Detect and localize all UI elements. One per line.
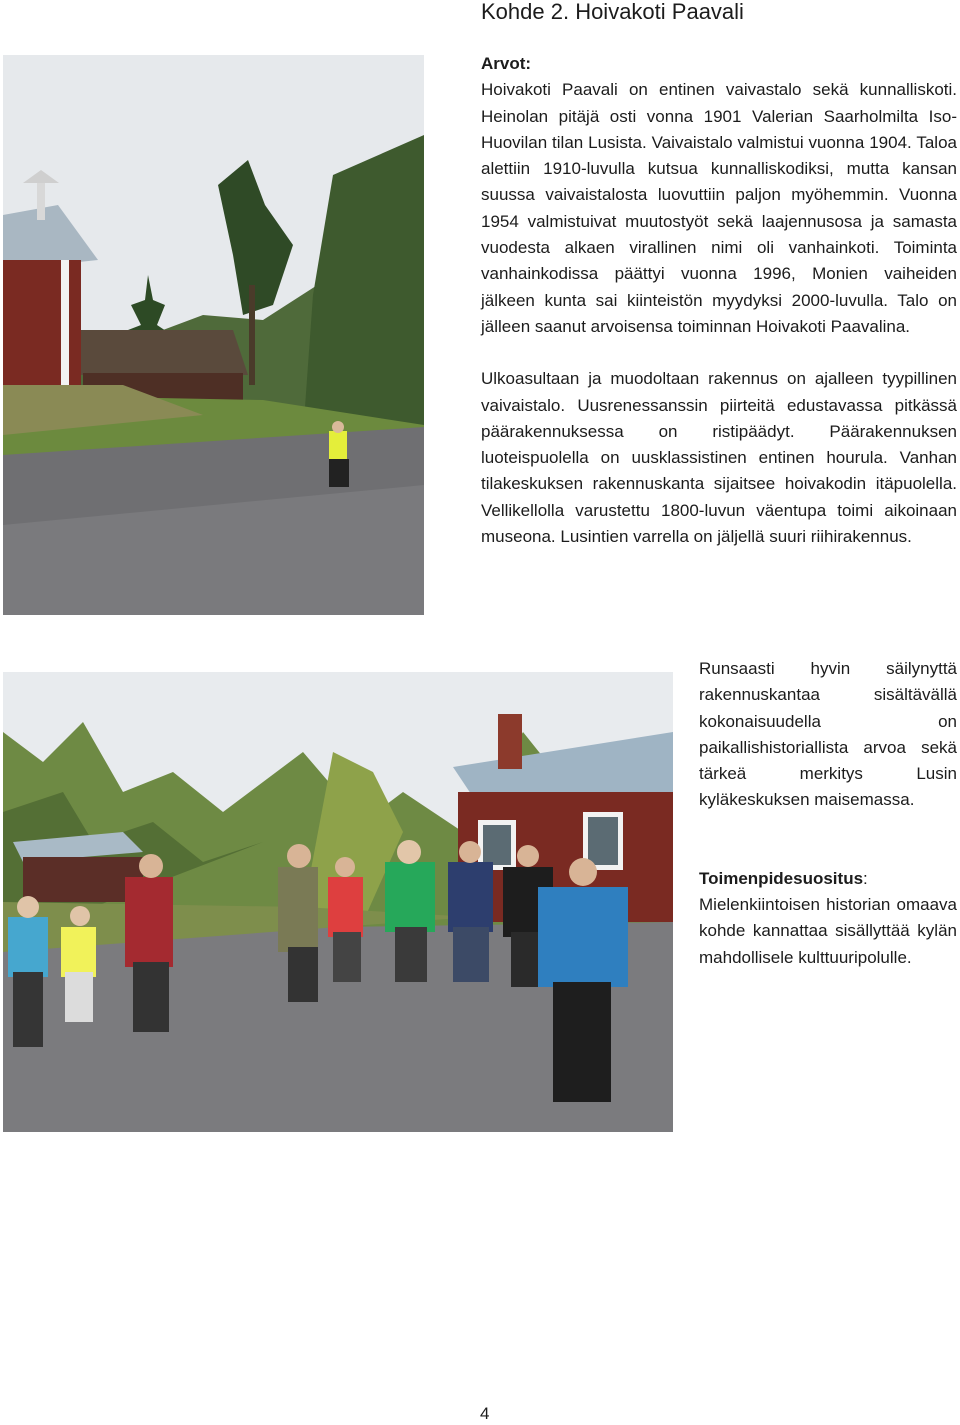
side-paragraph-value: Runsaasti hyvin säilynyttä rakennuskantaa sisältävällä kokonaisuudella on paikallishistoriallista arvoa sekä tärkeä merkitys Lusin kyläkeskuksen maisemassa. bbox=[699, 659, 957, 810]
photo-group-of-people-image bbox=[3, 672, 673, 1132]
side-section bbox=[699, 656, 957, 971]
values-paragraph-history: Hoivakoti Paavali on entinen vaivastalo sekä kunnalliskoti. Heinolan pitäjä osti vonna 1901 Valerian Saarholmilta Iso-Huovilan tilan Lusista. Vaivaistalo valmistui vuonna 1904. Taloa alettiin 1910-luvulla kutsua kunnalliskodiksi, mutta kansan suussa vaivaistalosta luovuttiin paljon myöhemmin. Vuonna 1954 valmistuivat muutostyöt sekä laajennusosa ja samasta vuodesta alkaen virallinen nimi oli vanhainkoti. Toiminta vanhainkodissa päättyi vuonna 1996, Monien vaiheiden jälkeen kunta sai kiinteistön myydyksi 2000-luvulla. Talo on jälleen saanut arvoisensa toiminnan Hoivakoti Paavalina. bbox=[481, 80, 957, 336]
photo-road-bell-tower-image bbox=[3, 55, 424, 615]
paragraph-spacer bbox=[481, 340, 957, 366]
recommendation-heading: Toimenpidesuositus bbox=[699, 868, 864, 888]
page-title: Kohde 2. Hoivakoti Paavali bbox=[481, 0, 744, 24]
recommendation-heading-line bbox=[699, 866, 957, 892]
values-section bbox=[481, 51, 957, 550]
recommendation-text: Mielenkiintoisen historian omaava kohde kannattaa sisällyttää kylän mahdollisele kulttuuripolulle. bbox=[699, 895, 957, 967]
photo-group-of-people bbox=[3, 672, 673, 1132]
page-number: 4 bbox=[480, 1404, 490, 1423]
paragraph-spacer bbox=[699, 814, 957, 866]
values-paragraph-architecture: Ulkoasultaan ja muodoltaan rakennus on ajalleen tyypillinen vaivaistalo. Uusrenessanssin piirteitä edustavassa pitkässä päärakennuksessa on ristipäädyt. Päärakennuksen luoteispuolella on uusklassistinen entinen hourula. Vanhan tilakeskuksen rakennuskanta sijaitsee hoivakodin itäpuolella. Vellikellolla varustettu 1800-luvun väentupa toimi aikoinaan museona. Lusintien varrella on jäljellä suuri riihirakennus. bbox=[481, 369, 957, 547]
photo-road-bell-tower bbox=[3, 55, 424, 615]
values-heading: Arvot: bbox=[481, 54, 532, 73]
recommendation-heading-colon: : bbox=[863, 868, 868, 888]
